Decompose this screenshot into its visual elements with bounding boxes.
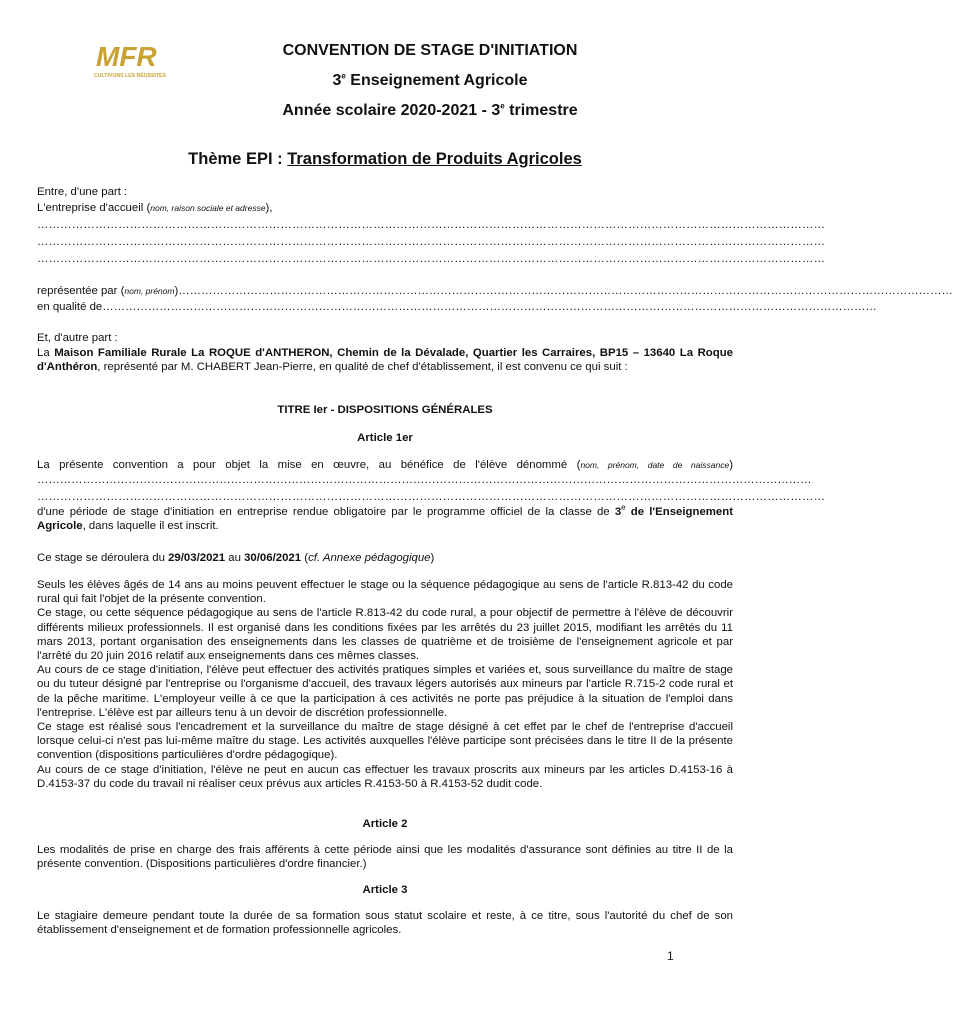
school-year: Année scolaire 2020-2021 - 3e trimestre [282,101,578,119]
document-title: CONVENTION DE STAGE D'INITIATION [282,42,578,59]
party2-intro: Et, d'autre part : [37,332,118,344]
party1-intro: Entre, d'une part : [37,186,128,198]
theme-title: Transformation de Produits Agricoles [287,150,582,168]
titre1-heading: TITRE Ier - DISPOSITIONS GÉNÉRALES [277,404,493,416]
article1-para: Ce stage est réalisé sous l'encadrement et la surveillance du maître de stage désigné à cet effet par le chef de l'entreprise d'accueil lorsque celui-ci n'est pas lui-même maître du stage. Les activités auxquelles l'élève participe sont précisées dans le titre II de la présente convention (dispositions particulières d'ordre pédagogique). [37,721,733,762]
article3-text: Le stagiaire demeure pendant toute la durée de sa formation sous statut scolaire et reste, à ce titre, sous l'autorité du chef de son établissement d'enseignement et de formation professionnelle agricoles. [37,910,733,937]
party2-text: La Maison Familiale Rurale La ROQUE d'ANTHERON, Chemin de la Dévalade, Quartier les Carraires, BP15 – 13640 La Roque d'Anthéron, représenté par M. CHABERT Jean-Pierre, en qualité de chef d'établissement, il est convenu ce qui suit : [37,347,733,374]
article1-p1-cont: d'une période de stage d'initiation en entreprise rendue obligatoire par le programme officiel de la classe de 3e de l'Enseignement Agricole, dans laquelle il est inscrit. [37,503,733,533]
date-start: 29/03/2021 [168,552,226,564]
entreprise-dotline-2[interactable]: …………………………………………………………………………………………………………………………………………………………………………………… [37,236,826,248]
logo-tagline: CULTIVONS LES RÉUSSITES [94,73,166,79]
article1-heading: Article 1er [357,432,413,444]
article1-para: Au cours de ce stage d'initiation, l'élève peut effectuer des activités pratiques simples et variées et, sous surveillance du maître de stage ou du tuteur désigné par l'entreprise ou l'organisme d'accueil, des travaux légers autorisés aux mineurs par l'article R.715-2 code rural et de la pêche maritime. L'employeur veille à ce que la participation à ces activités ne porte pas préjudice à la situation de l'emploi dans l'entreprise. L'élève est par ailleurs tenu à un devoir de discrétion professionnelle. [37,664,733,719]
eleve-dotline[interactable]: …………………………………………………………………………………………………………………………………………………………………………………… [37,491,826,503]
page-number: 1 [667,949,674,963]
represent-line[interactable]: représentée par (nom, prénom)…………………………………………………………………………………………………………………………………………………………………………………… [37,285,953,297]
article3-heading: Article 3 [362,884,408,896]
qualite-line[interactable]: en qualité de…………………………………………………………………………………………………………………………………………………………………………………… [37,301,877,313]
article1-para: Au cours de ce stage d'initiation, l'élève ne peut en aucun cas effectuer les travaux proscrits aux mineurs par les articles D.4153-16 à D.4153-37 du code du travail ni réaliser ceux prévus aux articles R.4153-50 à R.4153-52 dudit code. [37,763,733,790]
date-end: 30/06/2021 [244,552,302,564]
entreprise-label: L'entreprise d'accueil (nom, raison sociale et adresse), [37,202,273,214]
theme-heading: Thème EPI : Transformation de Produits Agricoles [188,150,582,168]
article1-paragraphs [37,578,733,791]
article1-p1: La présente convention a pour objet la mise en œuvre, au bénéfice de l'élève dénommé (nom, prénom, date de naissance)…………………………………………………………………………………………………………………………………………………………………………………… [37,459,812,486]
entreprise-dotline-3[interactable]: …………………………………………………………………………………………………………………………………………………………………………………… [37,253,826,265]
article1-para: Seuls les élèves âgés de 14 ans au moins peuvent effectuer le stage ou la séquence pédagogique au sens de l'article R.813-42 du code rural qui fait l'objet de la présente convention. [37,579,733,606]
article2-heading: Article 2 [362,818,408,830]
document-subtitle: 3e Enseignement Agricole [332,71,528,89]
article2-text: Les modalités de prise en charge des frais afférents à cette période ainsi que les modalités d'assurance sont définies au titre II de la présente convention. (Dispositions particulières d'ordre financier.) [37,844,733,871]
stage-dates: Ce stage se déroulera du 29/03/2021 au 30/06/2021 (cf. Annexe pédagogique) [37,552,435,564]
logo-letters: MFR [96,41,157,72]
article1-para: Ce stage, ou cette séquence pédagogique au sens de l'article R.813-42 du code rural, a pour objectif de permettre à l'élève de découvrir différents milieux professionnels. Il est organisé dans les conditions fixées par les arrêtés du 23 juillet 2015, modifiant les arrêtés du 11 mars 2013, portant organisation des enseignements dans les classes de quatrième et de troisième de l'enseignement agricole et par l'arrêté du 20 juin 2016 relatif aux enseignements dans ces mêmes classes. [37,607,733,663]
entreprise-dotline-1[interactable]: …………………………………………………………………………………………………………………………………………………………………………………… [37,219,826,231]
